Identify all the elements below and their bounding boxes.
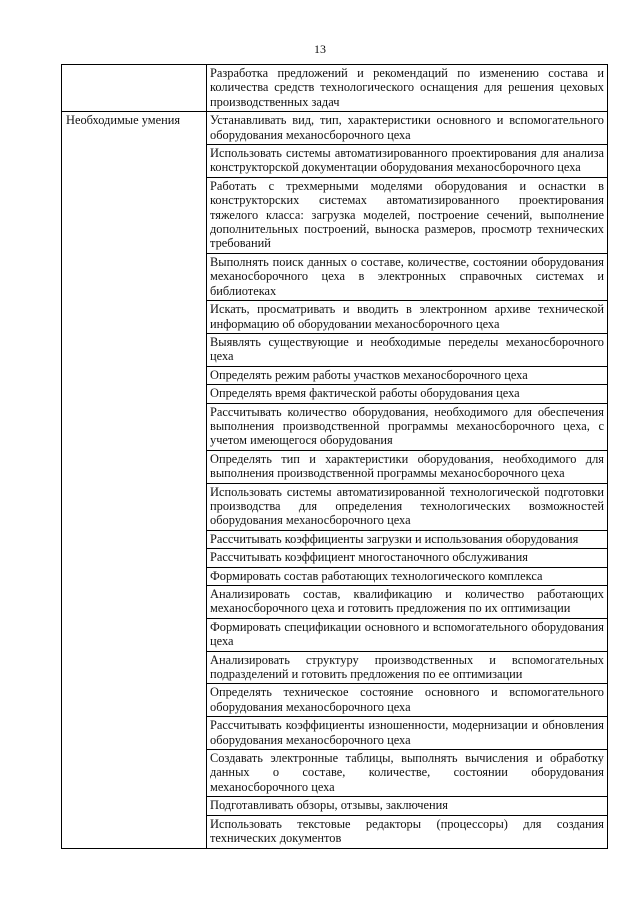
skill-item: Анализировать состав, квалификацию и количество работающих механосборочного цеха и готовить предложения по их оптимизации	[207, 586, 608, 619]
skill-item: Рассчитывать коэффициент многостаночного обслуживания	[207, 549, 608, 567]
requirements-table	[61, 64, 608, 849]
skill-item: Выполнять поиск данных о составе, количестве, состоянии оборудования механосборочного цеха в электронных справочных системах и библиотеках	[207, 253, 608, 300]
skill-item: Использовать системы автоматизированной технологической подготовки производства для определения технологических возможностей оборудования механосборочного цеха	[207, 483, 608, 530]
skill-item: Искать, просматривать и вводить в электронном архиве технической информацию об оборудовании механосборочного цеха	[207, 301, 608, 334]
row-label	[62, 65, 207, 112]
skill-item: Устанавливать вид, тип, характеристики основного и вспомогательного оборудования механосборочного цеха	[207, 112, 608, 145]
row-text: Разработка предложений и рекомендаций по изменению состава и количества средств технологического оснащения для решения цеховых производственных задач	[207, 65, 608, 112]
skill-item: Анализировать структуру производственных и вспомогательных подразделений и готовить предложения по ее оптимизации	[207, 651, 608, 684]
skill-item: Подготавливать обзоры, отзывы, заключения	[207, 797, 608, 815]
skill-item: Определять тип и характеристики оборудования, необходимого для выполнения производственной программы механосборочного цеха	[207, 450, 608, 483]
skill-item: Рассчитывать коэффициенты загрузки и использования оборудования	[207, 530, 608, 548]
skill-item: Формировать спецификации основного и вспомогательного оборудования цеха	[207, 618, 608, 651]
skill-item: Рассчитывать коэффициенты изношенности, модернизации и обновления оборудования механосборочного цеха	[207, 717, 608, 750]
skill-item: Работать с трехмерными моделями оборудования и оснастки в конструкторских системах автоматизированного проектирования тяжелого класса: загрузка моделей, построение сечений, выполнение дополнительных построений, выноска размеров, просмотр технических требований	[207, 177, 608, 253]
skill-item: Использовать текстовые редакторы (процессоры) для создания технических документов	[207, 815, 608, 848]
skill-item: Рассчитывать количество оборудования, необходимого для обеспечения выполнения производственной программы механосборочного цеха, с учетом имеющегося оборудования	[207, 403, 608, 450]
skill-item: Определять время фактической работы оборудования цеха	[207, 385, 608, 403]
table-row	[62, 112, 608, 145]
page-number: 13	[314, 42, 326, 56]
skill-item: Определять режим работы участков механосборочного цеха	[207, 366, 608, 384]
section-label: Необходимые умения	[62, 112, 207, 848]
skill-item: Выявлять существующие и необходимые переделы механосборочного цеха	[207, 333, 608, 366]
skill-item: Создавать электронные таблицы, выполнять вычисления и обработку данных о составе, количестве, состоянии оборудования механосборочного цеха	[207, 750, 608, 797]
table-row	[62, 65, 608, 112]
skill-item: Определять техническое состояние основного и вспомогательного оборудования механосборочного цеха	[207, 684, 608, 717]
skill-item: Использовать системы автоматизированного проектирования для анализа конструкторской документации оборудования механосборочного цеха	[207, 145, 608, 178]
skill-item: Формировать состав работающих технологического комплекса	[207, 567, 608, 585]
